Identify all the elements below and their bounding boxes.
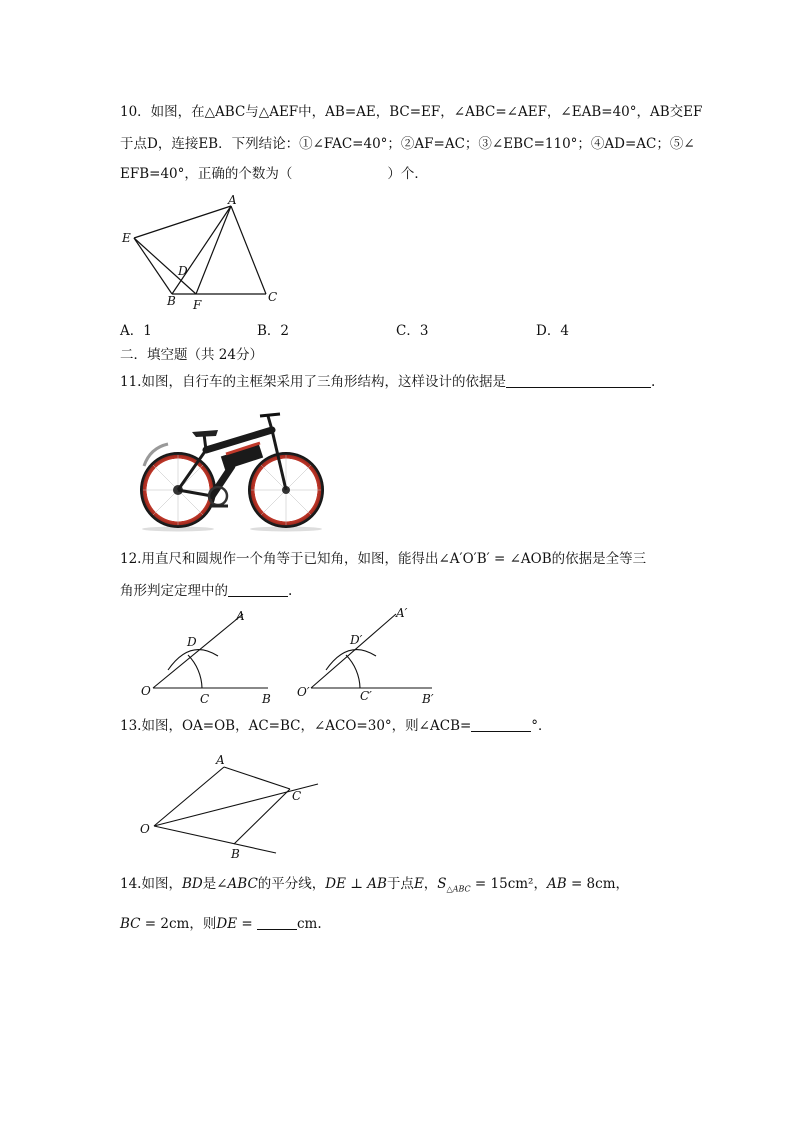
q12-fig2-label-A: A′ [396, 606, 408, 620]
q14-text-e: 的平分线， [257, 876, 326, 892]
q14-line2 [120, 917, 322, 932]
q14-text-perp: DE ⊥ AB [325, 876, 387, 892]
q14-text-ab: AB [546, 876, 567, 892]
q11-end: . [650, 374, 656, 390]
q14-text-eq: = [237, 916, 257, 932]
q14-text-i: ， [423, 876, 438, 892]
q13-label-B: B [231, 847, 240, 861]
q14-answer-blank[interactable] [257, 917, 297, 930]
q12-figure-original [140, 606, 290, 710]
q10-label-C: C [268, 290, 278, 304]
q14-text-point-e: E [413, 876, 424, 892]
q13-figure [136, 748, 326, 866]
q14-text-bd: BD [181, 876, 203, 892]
q10-line3-a: EFB=40°，正确的个数为（ [120, 166, 293, 182]
q14-text-area: = 15cm²， [470, 876, 547, 892]
q14-text-sub: △ABC [446, 884, 471, 894]
q14-text-abc: ABC [227, 876, 258, 892]
q14-line1 [120, 878, 629, 894]
q10-line1: 10．如图，在△ABC与△AEF中，AB=AE，BC=EF，∠ABC=∠AEF，∠EAB=40°，AB交EF [120, 104, 703, 120]
q14-text-bc-value: = 2cm，则 [140, 916, 217, 932]
q12-fig2-label-O: O′ [297, 685, 310, 699]
q10-figure [118, 192, 288, 312]
q10-option-b: B．2 [257, 323, 290, 339]
q12-fig1-label-C: C [200, 692, 210, 706]
q10-label-F: F [193, 298, 202, 312]
q12-end: . [288, 583, 293, 599]
q10-line3-b: ）个． [387, 166, 428, 182]
q14-text-g: 于点 [386, 876, 414, 892]
q11-stem: 11.如图，自行车的主框架采用了三角形结构，这样设计的依据是 [120, 374, 506, 390]
q10-label-A: A [228, 193, 237, 207]
q13-end: °． [531, 718, 552, 734]
q11-answer-blank[interactable] [506, 375, 651, 388]
q12-fig1-label-A: A [236, 609, 245, 623]
q12-stem: 角形判定定理中的 [120, 583, 228, 599]
q10-label-D: D [178, 264, 188, 278]
q13-stem: 13.如图，OA=OB，AC=BC，∠ACO=30°，则∠ACB= [120, 718, 472, 734]
q12-fig1-label-O: O [141, 684, 151, 698]
q13-label-C: C [292, 789, 302, 803]
q12-figure-copy [296, 604, 446, 710]
q14-text-c: 是∠ [202, 876, 228, 892]
q14-text-ab-value: = 8cm， [566, 876, 630, 892]
q12-fig2-label-C: C′ [360, 689, 372, 703]
q10-option-d: D．4 [536, 323, 569, 339]
q13-label-O: O [140, 822, 150, 836]
q12-fig2-label-D: D′ [350, 633, 363, 647]
q13-label-A: A [216, 753, 225, 767]
q10-answer-space [292, 168, 387, 180]
q14-text-de: DE [216, 916, 238, 932]
q14-text-s: S [437, 876, 447, 892]
section-heading: 二．填空题（共 24分） [120, 347, 263, 363]
q10-line2: 于点D，连接EB．下列结论：①∠FAC=40°；②AF=AC；③∠EBC=110°；④AD=AC；⑤∠ [120, 136, 695, 152]
bicycle-image [138, 408, 326, 532]
q14-text-bc: BC [120, 916, 141, 932]
q12-line2 [120, 584, 292, 599]
q11-text [120, 375, 655, 390]
q10-line3 [120, 168, 428, 182]
q14-text-unit: cm. [296, 916, 322, 932]
q10-label-B: B [167, 294, 176, 308]
q13-answer-blank[interactable] [471, 719, 531, 732]
q10-option-a: A．1 [120, 323, 152, 339]
q12-fig2-label-B: B′ [422, 692, 434, 706]
q10-label-E: E [122, 231, 131, 245]
q10-option-c: C．3 [396, 323, 429, 339]
q12-answer-blank[interactable] [228, 584, 288, 597]
q12-line1: 12.用直尺和圆规作一个角等于已知角，如图，能得出∠A′O′B′ = ∠AOB的依据是全等三 [120, 551, 647, 567]
q13-text [120, 719, 552, 734]
q14-text-a: 14.如图， [120, 876, 182, 892]
q12-fig1-label-B: B [262, 692, 271, 706]
q12-fig1-label-D: D [187, 635, 197, 649]
